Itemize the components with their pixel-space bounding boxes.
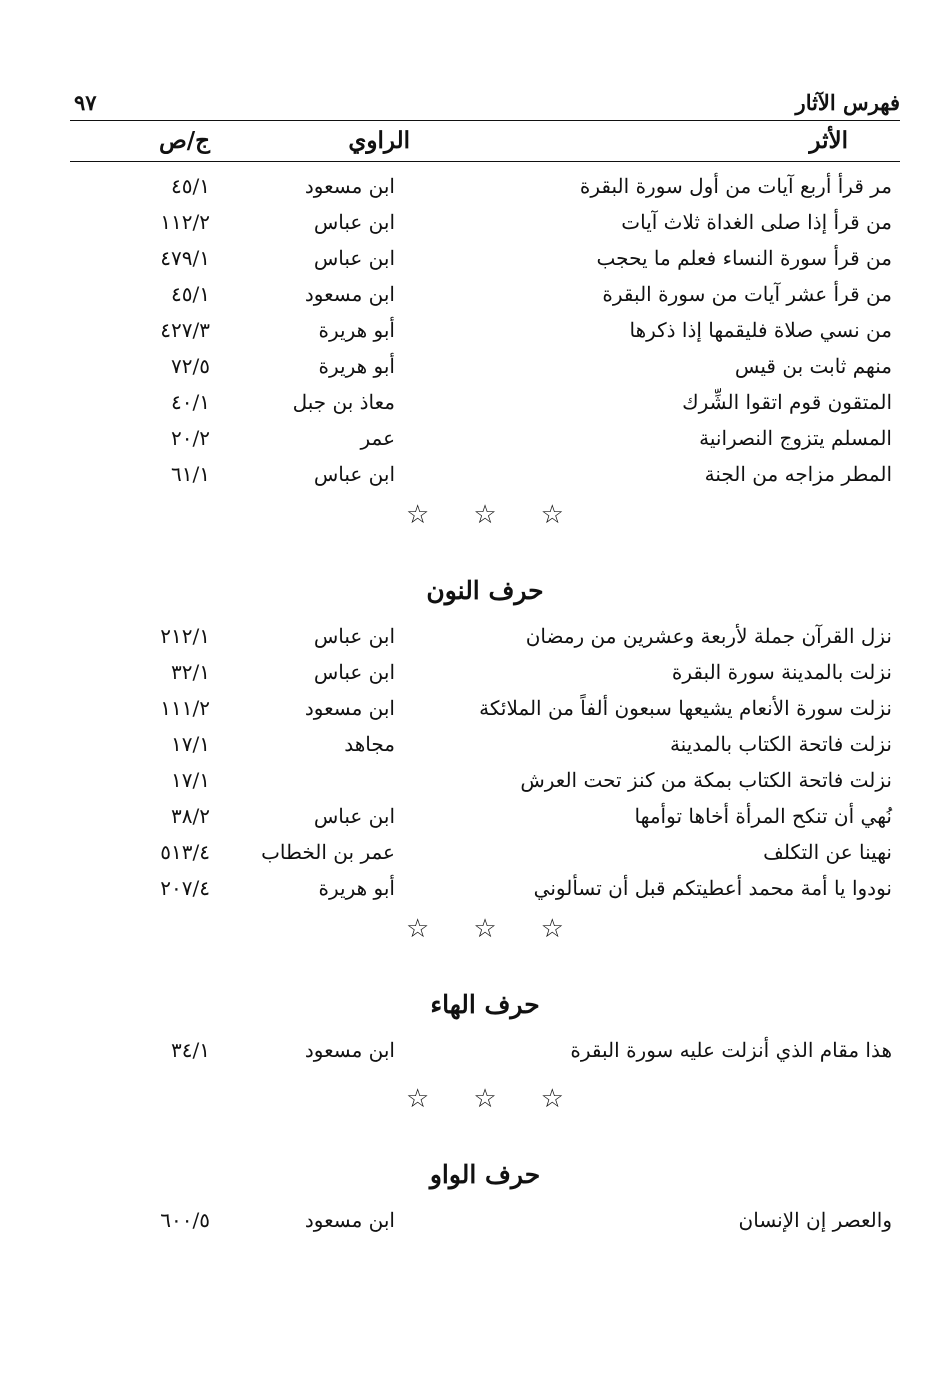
table-row: [70, 1034, 900, 1070]
column-headers: [70, 121, 900, 162]
table-row: [70, 728, 900, 764]
rawi-name: مجاهد: [344, 732, 395, 756]
volume-page-ref: ١٧/١: [171, 768, 210, 792]
table-row: [70, 422, 900, 458]
athar-text: من قرأ إذا صلى الغداة ثلاث آيات: [621, 210, 892, 234]
section-continuation: [70, 170, 900, 494]
rawi-name: ابن مسعود: [304, 696, 395, 720]
section-nun: [70, 568, 900, 908]
rawi-name: ابن عباس: [313, 462, 395, 486]
section-divider-stars: [70, 908, 900, 954]
volume-page-ref: ٢١٢/١: [160, 624, 210, 648]
athar-text: هذا مقام الذي أنزلت عليه سورة البقرة: [570, 1038, 892, 1062]
rawi-name: ابن عباس: [313, 624, 395, 648]
volume-page-ref: ٢٠٧/٤: [160, 876, 210, 900]
star-icon: ☆: [406, 914, 430, 944]
volume-page-ref: ٤٠/١: [171, 390, 210, 414]
athar-text: نزلت سورة الأنعام يشيعها سبعون ألفاً من الملائكة: [479, 696, 892, 720]
volume-page-ref: ٣٤/١: [171, 1038, 210, 1062]
athar-text: من نسي صلاة فليقمها إذا ذكرها: [629, 318, 892, 342]
table-row: [70, 836, 900, 872]
running-title: فهرس الآثار: [795, 90, 900, 115]
section-title: حرف النون: [426, 576, 544, 605]
running-header: [70, 86, 900, 121]
rawi-name: ابن عباس: [313, 246, 395, 270]
volume-page-ref: ٣٨/٢: [171, 804, 210, 828]
table-row: [70, 314, 900, 350]
volume-page-ref: ٤٧٩/١: [160, 246, 210, 270]
athar-text: المطر مزاجه من الجنة: [704, 462, 892, 486]
table-row: [70, 764, 900, 800]
table-row: [70, 458, 900, 494]
rawi-name: أبو هريرة: [318, 876, 395, 900]
volume-page-ref: ١١١/٢: [160, 696, 210, 720]
star-icon: ☆: [540, 1084, 564, 1114]
athar-text: المتقون قوم اتقوا الشِّرك: [682, 390, 892, 414]
column-header-ref: ج/ص: [158, 127, 210, 154]
volume-page-ref: ٥١٣/٤: [160, 840, 210, 864]
star-icon: ☆: [406, 1084, 430, 1114]
athar-text: نودوا يا أمة محمد أعطيتكم قبل أن تسألوني: [533, 876, 892, 900]
volume-page-ref: ٦٠٠/٥: [160, 1208, 210, 1232]
star-icon: ☆: [473, 500, 497, 530]
rawi-name: ابن مسعود: [304, 174, 395, 198]
table-row: [70, 692, 900, 728]
athar-text: نهينا عن التكلف: [763, 840, 892, 864]
star-icon: ☆: [540, 914, 564, 944]
table-row: [70, 278, 900, 314]
table-row: [70, 242, 900, 278]
table-row: [70, 620, 900, 656]
rawi-name: ابن عباس: [313, 660, 395, 684]
section-divider-stars: [70, 1078, 900, 1124]
column-header-rawi: الراوي: [348, 127, 410, 154]
athar-text: من قرأ سورة النساء فعلم ما يحجب: [596, 246, 892, 270]
page-number: ٩٧: [74, 90, 97, 115]
volume-page-ref: ١٧/١: [171, 732, 210, 756]
volume-page-ref: ٤٢٧/٣: [160, 318, 210, 342]
rawi-name: معاذ بن جبل: [292, 390, 395, 414]
volume-page-ref: ٢٠/٢: [171, 426, 210, 450]
section-ha: [70, 982, 900, 1070]
table-row: [70, 656, 900, 692]
table-row: [70, 350, 900, 386]
star-icon: ☆: [473, 1084, 497, 1114]
rawi-name: عمر: [360, 426, 395, 450]
column-header-athar: الأثر: [809, 127, 848, 154]
rawi-name: أبو هريرة: [318, 318, 395, 342]
athar-text: نزلت فاتحة الكتاب بالمدينة: [669, 732, 892, 756]
athar-text: من قرأ عشر آيات من سورة البقرة: [602, 282, 892, 306]
volume-page-ref: ٧٢/٥: [171, 354, 210, 378]
section-waw: [70, 1152, 900, 1240]
table-row: [70, 800, 900, 836]
athar-text: نزلت فاتحة الكتاب بمكة من كنز تحت العرش: [520, 768, 892, 792]
rawi-name: أبو هريرة: [318, 354, 395, 378]
volume-page-ref: ١١٢/٢: [160, 210, 210, 234]
table-row: [70, 206, 900, 242]
section-title: حرف الواو: [429, 1160, 541, 1189]
rawi-name: ابن مسعود: [304, 1208, 395, 1232]
athar-text: نزل القرآن جملة لأربعة وعشرين من رمضان: [525, 624, 892, 648]
athar-text: والعصر إن الإنسان: [738, 1208, 892, 1232]
volume-page-ref: ٦١/١: [171, 462, 210, 486]
athar-text: منهم ثابت بن قيس: [734, 354, 892, 378]
table-row: [70, 170, 900, 206]
section-title: حرف الهاء: [430, 990, 540, 1019]
athar-text: نُهي أن تنكح المرأة أخاها توأمها: [634, 804, 892, 828]
rawi-name: ابن مسعود: [304, 282, 395, 306]
index-page: [70, 86, 900, 1240]
table-row: [70, 386, 900, 422]
volume-page-ref: ٤٥/١: [171, 282, 210, 306]
rawi-name: ابن مسعود: [304, 1038, 395, 1062]
star-icon: ☆: [406, 500, 430, 530]
table-row: [70, 1204, 900, 1240]
athar-text: مر قرأ أربع آيات من أول سورة البقرة: [579, 174, 892, 198]
section-divider-stars: [70, 494, 900, 540]
volume-page-ref: ٤٥/١: [171, 174, 210, 198]
star-icon: ☆: [540, 500, 564, 530]
rawi-name: ابن عباس: [313, 804, 395, 828]
rawi-name: عمر بن الخطاب: [261, 840, 395, 864]
rawi-name: ابن عباس: [313, 210, 395, 234]
athar-text: نزلت بالمدينة سورة البقرة: [671, 660, 892, 684]
volume-page-ref: ٣٢/١: [171, 660, 210, 684]
star-icon: ☆: [473, 914, 497, 944]
table-row: [70, 872, 900, 908]
athar-text: المسلم يتزوج النصرانية: [699, 426, 892, 450]
